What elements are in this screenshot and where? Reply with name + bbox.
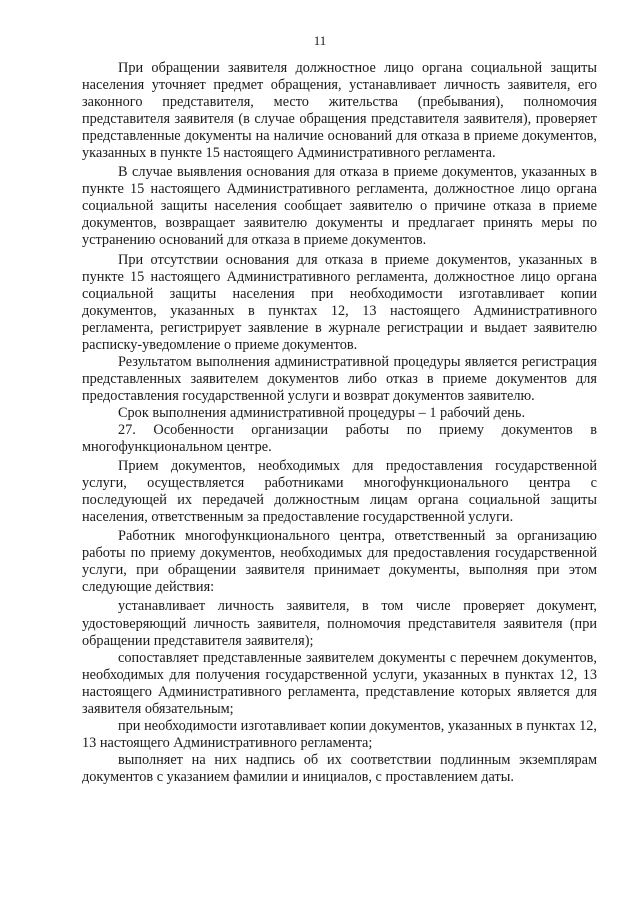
paragraph-action-copies: при необходимости изготавливает копии документов, указанных в пунктах 12, 13 настоящего Административного регламента;	[82, 717, 597, 751]
paragraph-action-compare: сопоставляет представленные заявителем документы с перечнем документов, необходимых для получения государственной услуги, указанных в пунктах 12, 13 настоящего Административного регламента, представление которых является для заявителя обязательным;	[82, 649, 597, 717]
paragraph-applicant-appeal: При обращении заявителя должностное лицо органа социальной защиты населения уточняет предмет обращения, устанавливает личность заявителя, его законного представителя, место жительства (пребывания), полномочия представителя заявителя (в случае обращения представителя заявителя), проверяет представленные документы на наличие оснований для отказа в приеме документов, указанных в пункте 15 настоящего Административного регламента.	[82, 60, 597, 162]
paragraph-refusal-grounds: В случае выявления основания для отказа в приеме документов, указанных в пункте 15 настоящего Административного регламента, должностное лицо органа социальной защиты населения сообщает заявителю о причине отказа в приеме документов, возвращает заявителю документы и предлагает принять меры по устранению оснований для отказа в приеме документов.	[82, 164, 597, 249]
paragraph-section-27: 27. Особенности организации работы по приему документов в многофункциональном центре.	[82, 421, 597, 456]
document-body	[82, 60, 597, 786]
paragraph-action-identity: устанавливает личность заявителя, в том числе проверяет документ, удостоверяющий личность заявителя, полномочия представителя заявителя (при обращении представителя заявителя);	[82, 598, 597, 649]
paragraph-mfc-employee: Работник многофункционального центра, ответственный за организацию работы по приему документов, необходимых для предоставления государственной услуги, при обращении заявителя принимает документы, выполняя при этом следующие действия:	[82, 528, 597, 596]
paragraph-no-refusal: При отсутствии основания для отказа в приеме документов, указанных в пункте 15 настоящего Административного регламента, должностное лицо органа социальной защиты населения при необходимости изготавливает копии документов, указанных в пунктах 12, 13 настоящего Административного регламента, регистрирует заявление в журнале регистрации и выдает заявителю расписку-уведомление о приеме документов.	[82, 251, 597, 353]
paragraph-mfc-acceptance: Прием документов, необходимых для предоставления государственной услуги, осуществляется работниками многофункционального центра с последующей их передачей должностным лицам органа социальной защиты населения, ответственным за предоставление государственной услуги.	[82, 458, 597, 526]
page-number: 11	[313, 33, 327, 48]
paragraph-result: Результатом выполнения административной процедуры является регистрация представленных заявителем документов либо отказ в приеме документов для предоставления государственной услуги и возврат документов заявителю.	[82, 353, 597, 404]
paragraph-term: Срок выполнения административной процедуры – 1 рабочий день.	[118, 404, 526, 421]
paragraph-action-certify: выполняет на них надпись об их соответствии подлинным экземплярам документов с указанием фамилии и инициалов, с проставлением даты.	[82, 751, 597, 785]
